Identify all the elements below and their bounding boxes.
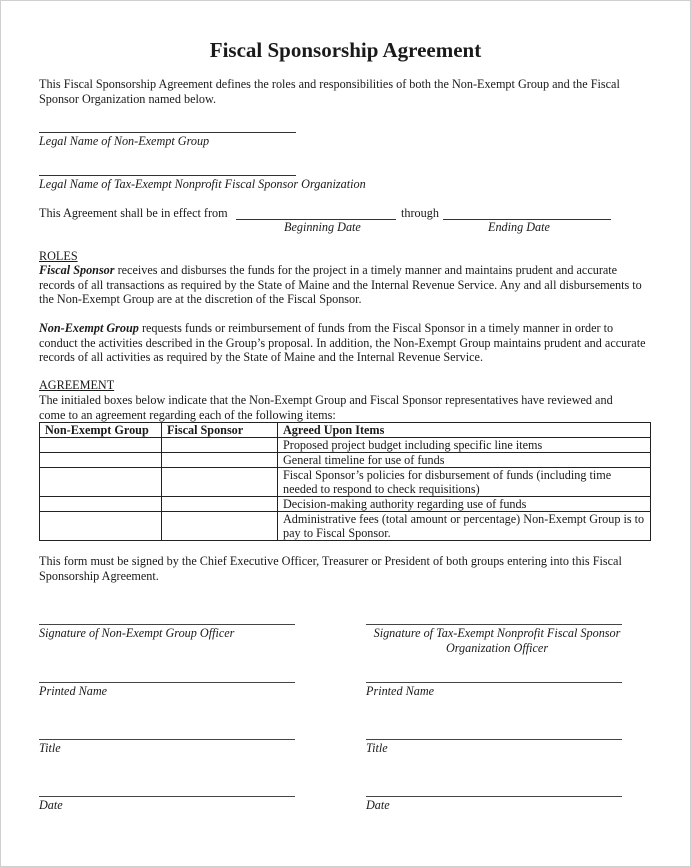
signing-note: This form must be signed by the Chief Executive Officer, Treasurer or President of both groups entering into this Fiscal Sponsorship Agreement. bbox=[39, 554, 622, 583]
intro-paragraph: This Fiscal Sponsorship Agreement defines the roles and responsibilities of both the Non-Exempt Group and the Fiscal Sponsor Organization named below. bbox=[39, 77, 620, 106]
fiscal-sponsor-term: Fiscal Sponsor bbox=[39, 263, 115, 277]
column-header-fiscal-sponsor: Fiscal Sponsor bbox=[162, 423, 278, 438]
fiscal-sponsor-initial-box[interactable] bbox=[162, 453, 278, 468]
agreed-item: Decision-making authority regarding use of funds bbox=[278, 497, 651, 512]
table-row bbox=[40, 453, 651, 468]
non-exempt-date-field[interactable] bbox=[39, 796, 295, 797]
non-exempt-printed-name-label: Printed Name bbox=[39, 684, 108, 698]
non-exempt-title-label: Title bbox=[39, 741, 61, 755]
fiscal-sponsor-initial-box[interactable] bbox=[162, 468, 278, 497]
column-header-non-exempt-group: Non-Exempt Group bbox=[40, 423, 162, 438]
date-range-prefix: This Agreement shall be in effect from bbox=[39, 206, 228, 220]
non-exempt-signature-label: Signature of Non-Exempt Group Officer bbox=[39, 626, 235, 640]
sponsor-title-field[interactable] bbox=[366, 739, 622, 740]
sponsor-title-label: Title bbox=[366, 741, 388, 755]
non-exempt-initial-box[interactable] bbox=[40, 453, 162, 468]
sponsor-signature-field[interactable] bbox=[366, 624, 622, 625]
roles-heading: ROLES bbox=[39, 249, 78, 263]
agreement-paragraph: The initialed boxes below indicate that the Non-Exempt Group and Fiscal Sponsor representatives have reviewed and come to an agreement regarding each of the following items: bbox=[39, 393, 613, 422]
fiscal-sponsor-initial-box[interactable] bbox=[162, 438, 278, 453]
date-range-through: through bbox=[401, 206, 439, 220]
sponsor-signature-label bbox=[366, 626, 628, 655]
beginning-date-label: Beginning Date bbox=[284, 220, 361, 234]
agreed-item: Proposed project budget including specific line items bbox=[278, 438, 651, 453]
table-row bbox=[40, 438, 651, 453]
sponsor-name-field[interactable] bbox=[39, 175, 296, 176]
sponsor-printed-name-label: Printed Name bbox=[366, 684, 435, 698]
table-row bbox=[40, 468, 651, 497]
sponsor-signature-label-line2: Organization Officer bbox=[445, 640, 549, 655]
agreed-item: General timeline for use of funds bbox=[278, 453, 651, 468]
non-exempt-name-label: Legal Name of Non-Exempt Group bbox=[39, 134, 210, 148]
fiscal-sponsor-initial-box[interactable] bbox=[162, 497, 278, 512]
ending-date-label: Ending Date bbox=[488, 220, 550, 234]
sponsor-signature-label-line1: Signature of Tax-Exempt Nonprofit Fiscal Sponsor bbox=[373, 626, 621, 640]
non-exempt-printed-name-field[interactable] bbox=[39, 682, 295, 683]
non-exempt-date-label: Date bbox=[39, 798, 63, 812]
table-row bbox=[40, 497, 651, 512]
agreement-heading: AGREEMENT bbox=[39, 378, 115, 392]
non-exempt-name-field[interactable] bbox=[39, 132, 296, 133]
non-exempt-initial-box[interactable] bbox=[40, 512, 162, 541]
agreement-items-table bbox=[39, 422, 651, 541]
non-exempt-signature-field[interactable] bbox=[39, 624, 295, 625]
sponsor-date-label: Date bbox=[366, 798, 390, 812]
sponsor-date-field[interactable] bbox=[366, 796, 622, 797]
agreed-item: Administrative fees (total amount or percentage) Non-Exempt Group is to pay to Fiscal Sponsor. bbox=[278, 512, 651, 541]
agreed-item: Fiscal Sponsor’s policies for disbursement of funds (including time needed to respond to check requisitions) bbox=[278, 468, 651, 497]
sponsor-printed-name-field[interactable] bbox=[366, 682, 622, 683]
fiscal-sponsor-initial-box[interactable] bbox=[162, 512, 278, 541]
table-row bbox=[40, 512, 651, 541]
fiscal-sponsor-role bbox=[39, 263, 651, 307]
sponsor-name-label: Legal Name of Tax-Exempt Nonprofit Fiscal Sponsor Organization bbox=[39, 177, 366, 191]
non-exempt-initial-box[interactable] bbox=[40, 438, 162, 453]
non-exempt-group-description: requests funds or reimbursement of funds from the Fiscal Sponsor in a timely manner in order to conduct the activities described in the Group’s proposal. In addition, the Non-Exempt Group maintains prudent and accurate records of all activities as required by the State of Maine and the Internal Revenue Service. bbox=[39, 321, 646, 364]
fiscal-sponsor-description: receives and disburses the funds for the project in a timely manner and maintains prudent and accurate records of all transactions as required by the State of Maine and the Internal Revenue Service. Any and all disbursements to the Non-Exempt Group are at the discretion of the Fiscal Sponsor. bbox=[39, 263, 642, 306]
non-exempt-title-field[interactable] bbox=[39, 739, 295, 740]
non-exempt-group-term: Non-Exempt Group bbox=[39, 321, 139, 335]
non-exempt-initial-box[interactable] bbox=[40, 497, 162, 512]
column-header-agreed-items: Agreed Upon Items bbox=[278, 423, 651, 438]
document-title: Fiscal Sponsorship Agreement bbox=[209, 38, 482, 62]
table-header-row bbox=[40, 423, 651, 438]
non-exempt-group-role bbox=[39, 321, 651, 365]
non-exempt-initial-box[interactable] bbox=[40, 468, 162, 497]
